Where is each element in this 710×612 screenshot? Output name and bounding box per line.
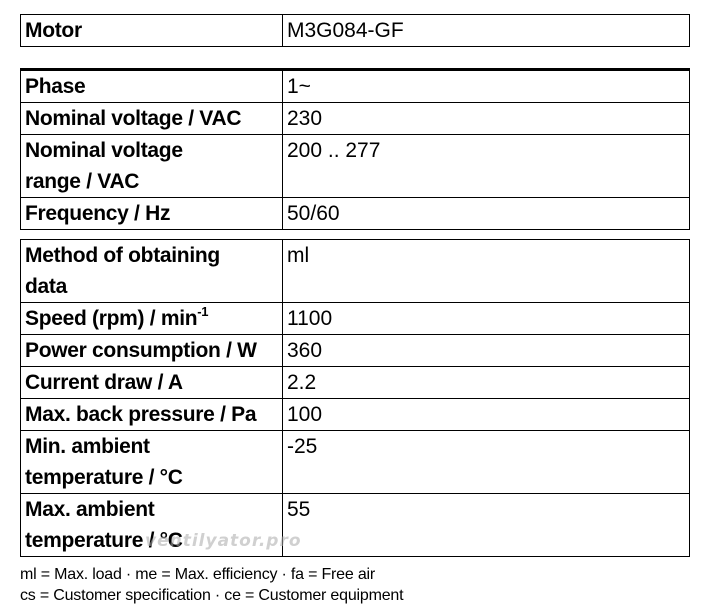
table-row (21, 399, 690, 431)
nominal-voltage-label: Nominal voltage / VAC (21, 103, 283, 135)
speed-label-superscript: -1 (197, 304, 209, 319)
frequency-value: 50/60 (283, 198, 690, 230)
footnotes (20, 564, 403, 606)
watermark: ventilyator.pro (145, 531, 302, 551)
footnote-line2: cs = Customer specification · ce = Customer equipment (20, 587, 404, 604)
table-row (21, 431, 690, 494)
max-temp-label-line1: Max. ambient (25, 498, 155, 521)
back-pressure-value: 100 (283, 399, 690, 431)
max-temp-label (21, 494, 283, 557)
current-label: Current draw / A (21, 367, 283, 399)
method-label (21, 240, 283, 303)
current-value: 2.2 (283, 367, 690, 399)
table-row (21, 335, 690, 367)
speed-value: 1100 (283, 303, 690, 335)
table-row (21, 303, 690, 335)
speed-label (21, 303, 283, 335)
voltage-range-label-line1: Nominal voltage (25, 139, 183, 162)
min-temp-label-line2: temperature / °C (25, 466, 183, 489)
min-temp-label-line1: Min. ambient (25, 435, 150, 458)
table-row (21, 135, 690, 198)
power-value: 360 (283, 335, 690, 367)
nominal-voltage-value: 230 (283, 103, 690, 135)
speed-label-text: Speed (rpm) / min (25, 307, 198, 330)
table-row (21, 494, 690, 557)
footnote-line1: ml = Max. load · me = Max. efficiency · fa = Free air (20, 566, 376, 583)
max-temp-label-line2: temperature / °C (25, 529, 183, 552)
table-row (21, 70, 690, 103)
phase-value: 1~ (283, 70, 690, 103)
method-label-line2: data (25, 275, 67, 298)
electrical-table (20, 68, 690, 230)
table-row (21, 198, 690, 230)
performance-table (20, 239, 690, 557)
power-label: Power consumption / W (21, 335, 283, 367)
method-label-line1: Method of obtaining (25, 244, 220, 267)
table-row (21, 103, 690, 135)
min-temp-value: -25 (283, 431, 690, 494)
voltage-range-label (21, 135, 283, 198)
table-row (21, 367, 690, 399)
table-row (21, 240, 690, 303)
method-value: ml (283, 240, 690, 303)
table-row (21, 15, 690, 47)
motor-table (20, 14, 690, 47)
voltage-range-label-line2: range / VAC (25, 170, 140, 193)
min-temp-label (21, 431, 283, 494)
motor-label: Motor (21, 15, 283, 47)
max-temp-value: 55 (283, 494, 690, 557)
voltage-range-value: 200 .. 277 (283, 135, 690, 198)
frequency-label: Frequency / Hz (21, 198, 283, 230)
motor-value: M3G084-GF (283, 15, 690, 47)
phase-label: Phase (21, 70, 283, 103)
back-pressure-label: Max. back pressure / Pa (21, 399, 283, 431)
